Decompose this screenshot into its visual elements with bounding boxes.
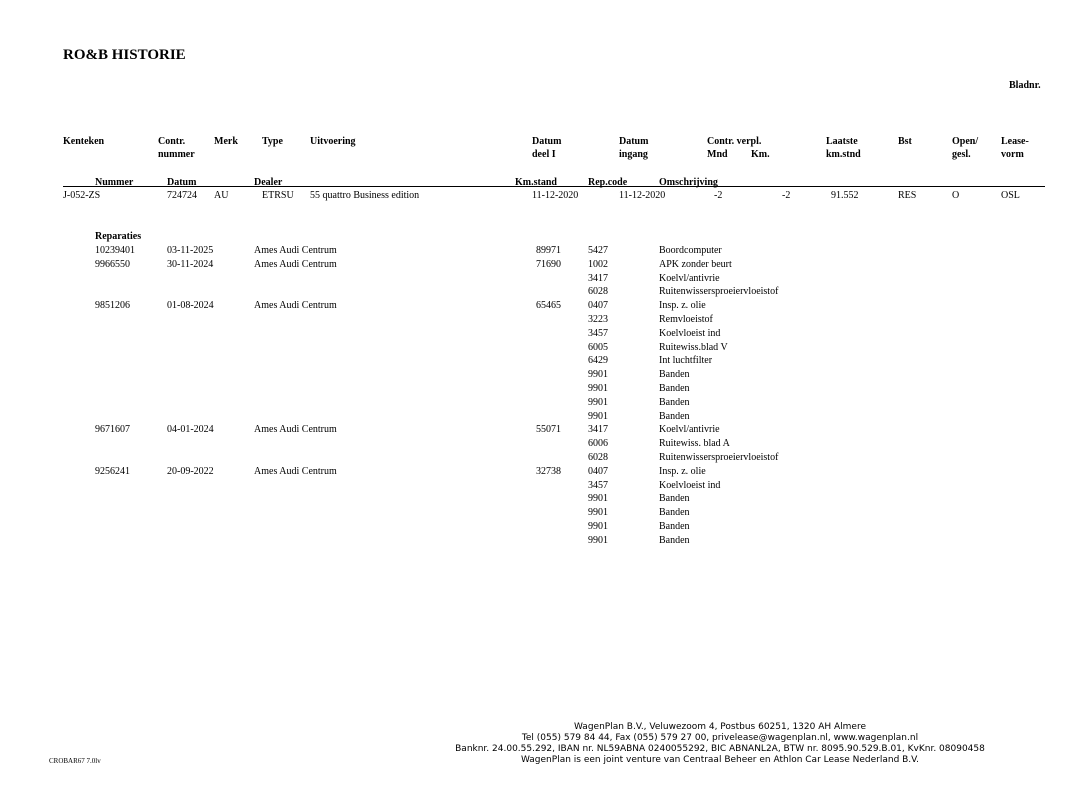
header-divider [63,186,1045,187]
repair-code: 5427 [588,245,608,256]
footer-venture: WagenPlan is een joint venture van Centraal Beheer en Athlon Car Lease Nederland B.V. [520,755,920,765]
repair-description: Insp. z. olie [659,466,706,477]
header-laatste: Laatste [826,136,858,147]
repair-description: Koelvloeist ind [659,480,721,491]
subheader-kmstand: Km.stand [515,177,557,188]
repair-code: 9901 [588,521,608,532]
header-uitvoering: Uitvoering [310,136,356,147]
repair-code: 3417 [588,273,608,284]
repair-description: Banden [659,521,690,532]
repair-description: Int luchtfilter [659,355,713,366]
vehicle-contract: 724724 [167,190,197,201]
header-kenteken: Kenteken [63,136,105,147]
header-gesl: gesl. [952,149,971,160]
repair-description: Ruitewiss.blad V [659,342,728,353]
repair-date: 04-01-2024 [167,424,214,435]
repair-number: 9256241 [95,466,130,477]
repair-code: 3457 [588,328,608,339]
header-datum-ingang-2: ingang [619,149,648,160]
repair-description: Banden [659,507,690,518]
repair-description: Insp. z. olie [659,300,706,311]
repair-code: 6429 [588,355,608,366]
repair-code: 9901 [588,383,608,394]
repair-date: 30-11-2024 [167,259,214,270]
repair-dealer: Ames Audi Centrum [254,300,337,311]
repair-code: 1002 [588,259,608,270]
vehicle-kenteken: J-052-ZS [63,190,101,201]
repair-kmstand: 32738 [536,466,561,477]
repair-code: 0407 [588,466,608,477]
repair-number: 9851206 [95,300,130,311]
subheader-datum: Datum [167,177,197,188]
repair-kmstand: 55071 [536,424,561,435]
header-merk: Merk [214,136,238,147]
vehicle-laatste-km: 91.552 [831,190,859,201]
vehicle-datum-ingang: 11-12-2020 [619,190,666,201]
subheader-nummer: Nummer [95,177,134,188]
repair-description: Koelvloeist ind [659,328,721,339]
repair-description: Remvloeistof [659,314,713,325]
repair-date: 01-08-2024 [167,300,214,311]
repair-date: 20-09-2022 [167,466,214,477]
repair-code: 3457 [588,480,608,491]
repair-kmstand: 89971 [536,245,561,256]
repair-code: 9901 [588,397,608,408]
page-title: RO&B HISTORIE [63,47,186,63]
repair-description: Banden [659,493,690,504]
repair-description: APK zonder beurt [659,259,732,270]
repair-code: 6005 [588,342,608,353]
header-vorm: vorm [1001,149,1024,160]
vehicle-bst: RES [898,190,917,201]
repair-description: Boordcomputer [659,245,722,256]
vehicle-lease: OSL [1001,190,1020,201]
header-bst: Bst [898,136,912,147]
page-number-label: Bladnr. [1009,80,1041,91]
footer-bank: Banknr. 24.00.55.292, IBAN nr. NL59ABNA 0240055292, BIC ABNANL2A, BTW nr. 8095.90.529.B.01, KvKnr. 08090458 [455,744,985,754]
header-datum-ingang: Datum [619,136,649,147]
form-code: CROBAR67 7.0lv [49,757,101,765]
vehicle-mnd: -2 [714,190,723,201]
vehicle-open: O [952,190,960,201]
repair-description: Banden [659,383,690,394]
repair-code: 3417 [588,424,608,435]
header-km-stnd: km.stnd [826,149,861,160]
repair-description: Koelvl/antivrie [659,273,720,284]
repair-description: Ruitewiss. blad A [659,438,730,449]
repair-description: Koelvl/antivrie [659,424,720,435]
header-mnd: Mnd [707,149,728,160]
repair-number: 9966550 [95,259,130,270]
vehicle-merk: AU [214,190,229,201]
repair-code: 9901 [588,535,608,546]
header-type: Type [262,136,283,147]
repair-code: 9901 [588,507,608,518]
header-contr-nummer: nummer [158,149,195,160]
repair-description: Ruitenwissersproeiervloeistof [659,286,779,297]
header-lease: Lease- [1001,136,1029,147]
header-contr-verpl: Contr. verpl. [707,136,762,147]
repair-description: Banden [659,397,690,408]
repair-date: 03-11-2025 [167,245,214,256]
repair-description: Banden [659,369,690,380]
repair-dealer: Ames Audi Centrum [254,466,337,477]
header-datum-deel: Datum [532,136,562,147]
vehicle-uitvoering: 55 quattro Business edition [310,190,420,201]
subheader-repcode: Rep.code [588,177,628,188]
repair-kmstand: 71690 [536,259,561,270]
repair-description: Banden [659,535,690,546]
vehicle-datum-deel: 11-12-2020 [532,190,579,201]
repair-number: 9671607 [95,424,130,435]
company-footer [380,722,1060,766]
repair-code: 9901 [588,411,608,422]
header-datum-deel-2: deel I [532,149,556,160]
header-contr: Contr. [158,136,186,147]
repair-code: 0407 [588,300,608,311]
repair-description: Ruitenwissersproeiervloeistof [659,452,779,463]
repair-description: Banden [659,411,690,422]
reparaties-heading: Reparaties [95,231,142,242]
header-km: Km. [751,149,770,160]
repair-code: 6028 [588,452,608,463]
repair-code: 6006 [588,438,608,449]
repair-code: 3223 [588,314,608,325]
header-open: Open/ [952,136,979,147]
repair-code: 6028 [588,286,608,297]
subheader-dealer: Dealer [254,177,283,188]
repair-kmstand: 65465 [536,300,561,311]
repair-code: 9901 [588,493,608,504]
repair-dealer: Ames Audi Centrum [254,424,337,435]
footer-address: WagenPlan B.V., Veluwezoom 4, Postbus 60251, 1320 AH Almere [573,722,867,732]
vehicle-type: ETRSU [262,190,294,201]
footer-contact: Tel (055) 579 84 44, Fax (055) 579 27 00, privelease@wagenplan.nl, www.wagenplan.nl [521,733,919,743]
repair-dealer: Ames Audi Centrum [254,259,337,270]
subheader-omschrijving: Omschrijving [659,177,718,188]
repair-number: 10239401 [95,245,135,256]
repair-dealer: Ames Audi Centrum [254,245,337,256]
vehicle-km: -2 [782,190,791,201]
repair-code: 9901 [588,369,608,380]
